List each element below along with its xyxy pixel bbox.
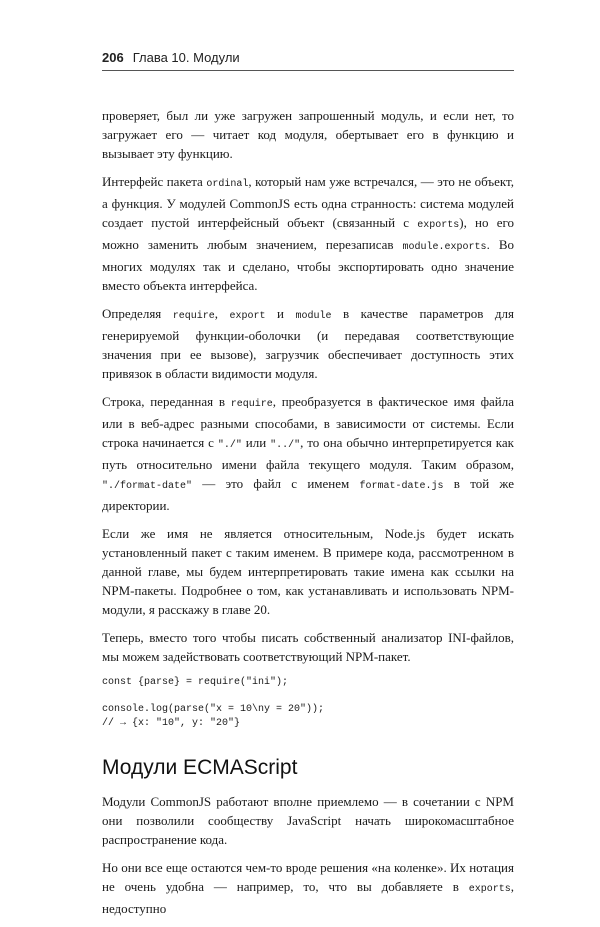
inline-code: module xyxy=(295,311,332,322)
page-body xyxy=(102,106,514,918)
code-block xyxy=(102,676,514,732)
paragraph: Интерфейс пакета ordinal, который нам уже встречался, — это не объект, а функция. У модулей CommonJS есть одна странность: система модулей создает пустой интерфейсный объект (связанный с exports), но его можно заменить любым значением, перезаписав module.exports. Во многих модулях так и сделано, чтобы экспортировать одно значение вместо объекта интерфейса. xyxy=(102,174,514,293)
code-line: // → {x: "10", y: "20"} xyxy=(102,718,241,729)
inline-code: exports xyxy=(468,883,511,895)
inline-code: "../" xyxy=(270,440,301,451)
section-heading: Модули ECMAScript xyxy=(102,755,298,779)
paragraph: Но они все еще остаются чем-то вроде решения «на коленке». Их нотация не очень удобна — например, то, что вы добавляете в exports, недоступно xyxy=(102,859,514,916)
inline-code: ordinal xyxy=(206,179,249,190)
page-number: 206 xyxy=(102,50,124,65)
paragraph: проверяет, был ли уже загружен запрошенный модуль, и если нет, то загружает его — читает код модуля, обертывает его в функцию и вызывает эту функцию. xyxy=(102,108,514,161)
inline-code: module.exports xyxy=(402,242,487,253)
paragraph: Определяя require, export и module в качестве параметров для генерируемой функции-оболочки (и передавая соответствующие значения при ее вызове), загрузчик обеспечивает доступность этих привязок в области видимости модуля. xyxy=(102,306,514,381)
inline-code: require xyxy=(172,311,215,322)
paragraph: Строка, переданная в require, преобразуется в фактическое имя файла или в веб-адрес разными способами, в зависимости от системы. Если строка начинается с "./" или "../", то она обычно интерпретируется как путь относительно имени файла текущего модуля. Таким образом, "./format-date" — это файл с именем format-date.js в той же директории. xyxy=(102,394,515,513)
inline-code: format-date.js xyxy=(359,481,444,492)
running-header xyxy=(102,50,514,71)
code-line: console.log(parse("x = 10\ny = 20")); xyxy=(102,703,325,715)
inline-code: "./format-date" xyxy=(102,481,193,492)
inline-code: require xyxy=(230,399,273,410)
inline-code: export xyxy=(229,311,266,322)
code-line: const {parse} = require("ini"); xyxy=(102,677,289,688)
chapter-title: Глава 10. Модули xyxy=(132,50,240,65)
paragraph: Если же имя не является относительным, Node.js будет искать установленный пакет с таким именем. В примере кода, рассмотренном в данной главе, мы будем интерпретировать такие имена как ссылки на NPM-пакеты. Подробнее о том, как устанавливать и использовать NPM-модули, я расскажу в главе 20. xyxy=(102,526,514,617)
book-page xyxy=(102,50,514,927)
paragraph: Модули CommonJS работают вполне приемлемо — в сочетании с NPM они позволили сообществу JavaScript начать широкомасштабное распространение кода. xyxy=(102,793,514,847)
inline-code: exports xyxy=(417,220,460,231)
paragraph: Теперь, вместо того чтобы писать собственный анализатор INI-файлов, мы можем задействовать соответствующий NPM-пакет. xyxy=(102,630,514,664)
inline-code: "./" xyxy=(217,440,242,451)
